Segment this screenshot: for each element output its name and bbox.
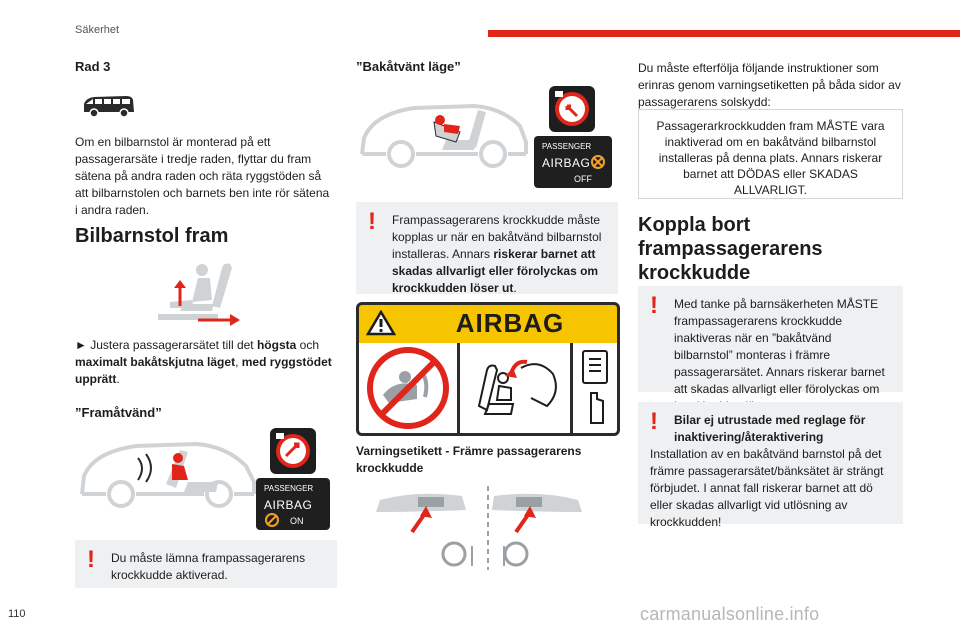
instruction-text: , [235, 355, 242, 369]
label-mid-text: AIRBAG [542, 156, 591, 170]
airbag-warning-label [356, 302, 620, 436]
rear-facing-heading: ”Bakåtvänt läge” [356, 59, 461, 74]
warning-title: Bilar ej utrustade med reglage för inaktivering/återaktivering [674, 413, 866, 444]
no-rear-facing-seat-icon [365, 345, 451, 431]
warning-icon: ! [87, 546, 95, 573]
section-title: Säkerhet [75, 24, 120, 36]
deactivate-airbag-heading: Koppla bort frampassagerarens krockkudde [638, 214, 823, 284]
seat-adjust-icon [140, 256, 250, 328]
warning-text: Du måste lämna frampassagerarens krockkudde aktiverad. [111, 551, 306, 582]
forward-facing-car-icon [76, 432, 261, 512]
airbag-on-indicator-icon [270, 428, 316, 474]
warning-end-text: . [513, 281, 517, 295]
watermark: carmanualsonline.info [640, 604, 820, 624]
airbag-title: AIRBAG [455, 307, 565, 338]
label-top-text: PASSENGER [264, 484, 314, 493]
rad3-heading: Rad 3 [75, 59, 111, 74]
label-top-text: PASSENGER [542, 142, 592, 151]
instruction-bold-backrest: med ryggstödet upprätt [75, 355, 332, 386]
warning-icon: ! [650, 408, 658, 435]
airbag-off-indicator-icon [549, 86, 595, 132]
child-safety-warning [638, 286, 903, 396]
airbag-status-icon [588, 154, 608, 170]
instruction-bold-rearmost: maximalt bakåtskjutna läget [75, 355, 236, 369]
warning-icon: ! [368, 208, 376, 235]
instruction-bold-highest: högsta [256, 338, 297, 352]
passenger-airbag-on-label [256, 478, 330, 530]
minivan-icon [80, 92, 136, 120]
instruction-text: . [116, 372, 120, 386]
warning-text: Med tanke på barnsäkerheten MÅSTE frampassagerarens krockkudde inaktiveras när en ”bakåtvänd bilbarnstol” monteras i främre passagerarsätet. Annars riskerar barnet att skadas allvarligt eller förolyckas om [674, 297, 885, 396]
sun-visor-label-locations-icon [356, 482, 620, 574]
visor-intro-text: Du måste efterfölja följande instruktioner som erinras genom varningsetiketten på båda sidor av passagerarens solskydd: [638, 61, 901, 109]
read-manual-icon [575, 345, 615, 431]
warning-triangle-icon [366, 310, 396, 336]
seat-instruction [75, 337, 340, 388]
warning-text [368, 208, 606, 297]
airbag-deploy-hazard-icon [465, 348, 565, 428]
rear-airbag-warning [356, 202, 618, 294]
forward-airbag-warning [75, 540, 337, 588]
label-caption: Varningsetikett - Främre passagerarens krockkudde [356, 444, 582, 475]
no-switch-warning [638, 402, 903, 529]
rad3-text: Om en bilbarnstol är monterad på ett passagerarsäte i tredje raden, flyttar du fram sätena på andra raden och räta ryggstöden så att bilbarnstolen och barnets ben inte rör sätena i andra raden. [75, 135, 330, 217]
warning-icon: ! [650, 292, 658, 319]
warning-plain-text: Frampassagerarens krockkudde måste kopplas ur när en bakåtvänd bilbarnstol installeras. Annars [392, 213, 602, 261]
passenger-airbag-off-label [534, 136, 612, 188]
header-accent-bar [488, 30, 960, 37]
airbag-status-icon [262, 512, 282, 528]
notice-text: Passagerarkrockkudden fram MÅSTE vara inaktiverad om en bakåtvänd bilbarnstol installeras på denna plats. Annars riskerar barnet att DÖDAS eller SKADAS ALLVARLIGT. [656, 119, 885, 197]
instruction-text: ► Justera passagerarsätet till det [75, 338, 257, 352]
forward-facing-heading: ”Framåtvänd” [75, 405, 162, 420]
rear-facing-car-icon [356, 96, 531, 171]
instruction-text: och [296, 338, 319, 352]
label-status-text: ON [290, 516, 304, 526]
visor-warning-notice [638, 109, 903, 199]
warning-text: Installation av en bakåtvänd barnstol på det främre passagerarsätet/bänksätet är strängt förbjudet. I annat fall riskerar barnet att dö eller skadas allvarligt vid utlösning av krockkudden! [650, 447, 884, 529]
warning-bold-text: riskerar barnet att skadas allvarligt eller förolyckas om krockkudden löser ut [392, 247, 599, 295]
label-status-text: OFF [574, 174, 592, 184]
front-seat-heading: Bilbarnstol fram [75, 225, 229, 247]
label-mid-text: AIRBAG [264, 498, 313, 512]
page-number: 110 [8, 608, 26, 620]
